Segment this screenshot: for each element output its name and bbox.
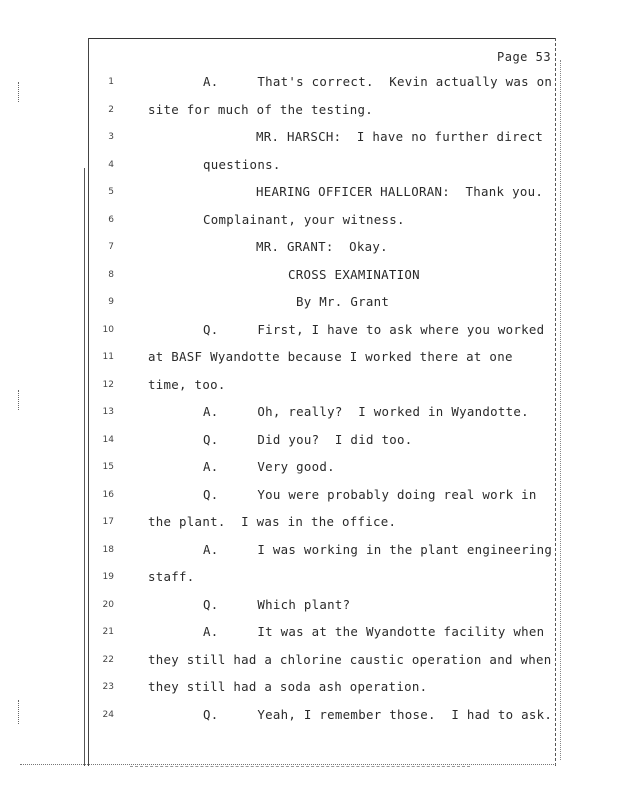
line-number: 1 — [108, 77, 114, 87]
line-text: questions. — [203, 156, 281, 172]
transcript-line — [0, 294, 618, 314]
line-text: at BASF Wyandotte because I worked there at one — [148, 349, 513, 364]
line-text: site for much of the testing. — [148, 101, 374, 117]
transcript-line — [0, 267, 618, 287]
line-number: 13 — [102, 407, 114, 417]
line-number: 23 — [102, 682, 114, 692]
line-text: Complainant, your witness. — [203, 211, 405, 227]
line-text: HEARING OFFICER HALLORAN: Thank you. — [256, 184, 544, 199]
transcript-line — [0, 652, 618, 672]
transcript-line — [0, 487, 618, 507]
line-number: 18 — [102, 544, 114, 555]
line-text: CROSS EXAMINATION — [288, 266, 420, 282]
line-text: Q. First, I have to ask where you worked — [203, 321, 545, 337]
transcript-line — [0, 74, 618, 94]
line-text: time, too. — [148, 376, 226, 392]
page-number: Page 53 — [497, 50, 552, 64]
line-number: 5 — [108, 187, 114, 197]
transcript-line — [0, 102, 618, 122]
line-number: 24 — [102, 709, 114, 720]
transcript-line — [0, 624, 618, 644]
line-number: 4 — [108, 159, 114, 170]
line-text: A. That's correct. Kevin actually was on — [203, 74, 553, 89]
line-text: MR. GRANT: Okay. — [256, 239, 388, 254]
line-text: Q. Yeah, I remember those. I had to ask. — [203, 706, 553, 722]
line-number: 12 — [102, 379, 114, 390]
line-number: 14 — [102, 434, 114, 445]
line-text: A. I was working in the plant engineering — [203, 541, 553, 557]
transcript-line — [0, 514, 618, 534]
line-number: 8 — [108, 269, 114, 280]
line-text: they still had a soda ash operation. — [148, 679, 428, 694]
transcript-line — [0, 129, 618, 149]
line-number: 11 — [102, 352, 114, 362]
line-number: 21 — [102, 627, 114, 637]
line-text: staff. — [148, 569, 195, 584]
line-text: By Mr. Grant — [296, 294, 390, 309]
line-text: Q. Which plant? — [203, 596, 351, 612]
transcript-line — [0, 322, 618, 342]
line-text: A. It was at the Wyandotte facility when — [203, 624, 545, 639]
line-number: 6 — [108, 214, 114, 225]
line-number: 7 — [108, 242, 114, 252]
transcript-line — [0, 184, 618, 204]
line-text: A. Very good. — [203, 459, 335, 474]
transcript-line — [0, 707, 618, 727]
line-number: 2 — [108, 104, 114, 115]
transcript-line — [0, 597, 618, 617]
transcript-line — [0, 212, 618, 232]
line-number: 20 — [102, 599, 114, 610]
line-text: Q. Did you? I did too. — [203, 431, 413, 447]
transcript-line — [0, 404, 618, 424]
transcript-line — [0, 377, 618, 397]
line-number: 9 — [108, 297, 114, 307]
transcript-line — [0, 157, 618, 177]
line-number: 17 — [102, 517, 114, 527]
line-text: the plant. I was in the office. — [148, 514, 397, 529]
transcript-line — [0, 459, 618, 479]
line-text: MR. HARSCH: I have no further direct — [256, 129, 544, 144]
line-text: they still had a chlorine caustic operation and when — [148, 651, 552, 667]
line-number: 16 — [102, 489, 114, 500]
line-text: Q. You were probably doing real work in — [203, 486, 537, 502]
line-text: A. Oh, really? I worked in Wyandotte. — [203, 404, 529, 419]
line-number: 19 — [102, 572, 114, 582]
transcript-line — [0, 432, 618, 452]
transcript-line — [0, 542, 618, 562]
transcript-line — [0, 679, 618, 699]
line-number: 15 — [102, 462, 114, 472]
top-rule — [88, 38, 556, 39]
bottom-scan-line-2 — [130, 766, 470, 768]
transcript-line — [0, 569, 618, 589]
transcript-line — [0, 349, 618, 369]
line-number: 22 — [102, 654, 114, 665]
transcript-line — [0, 239, 618, 259]
line-number: 3 — [108, 132, 114, 142]
line-number: 10 — [102, 324, 114, 335]
